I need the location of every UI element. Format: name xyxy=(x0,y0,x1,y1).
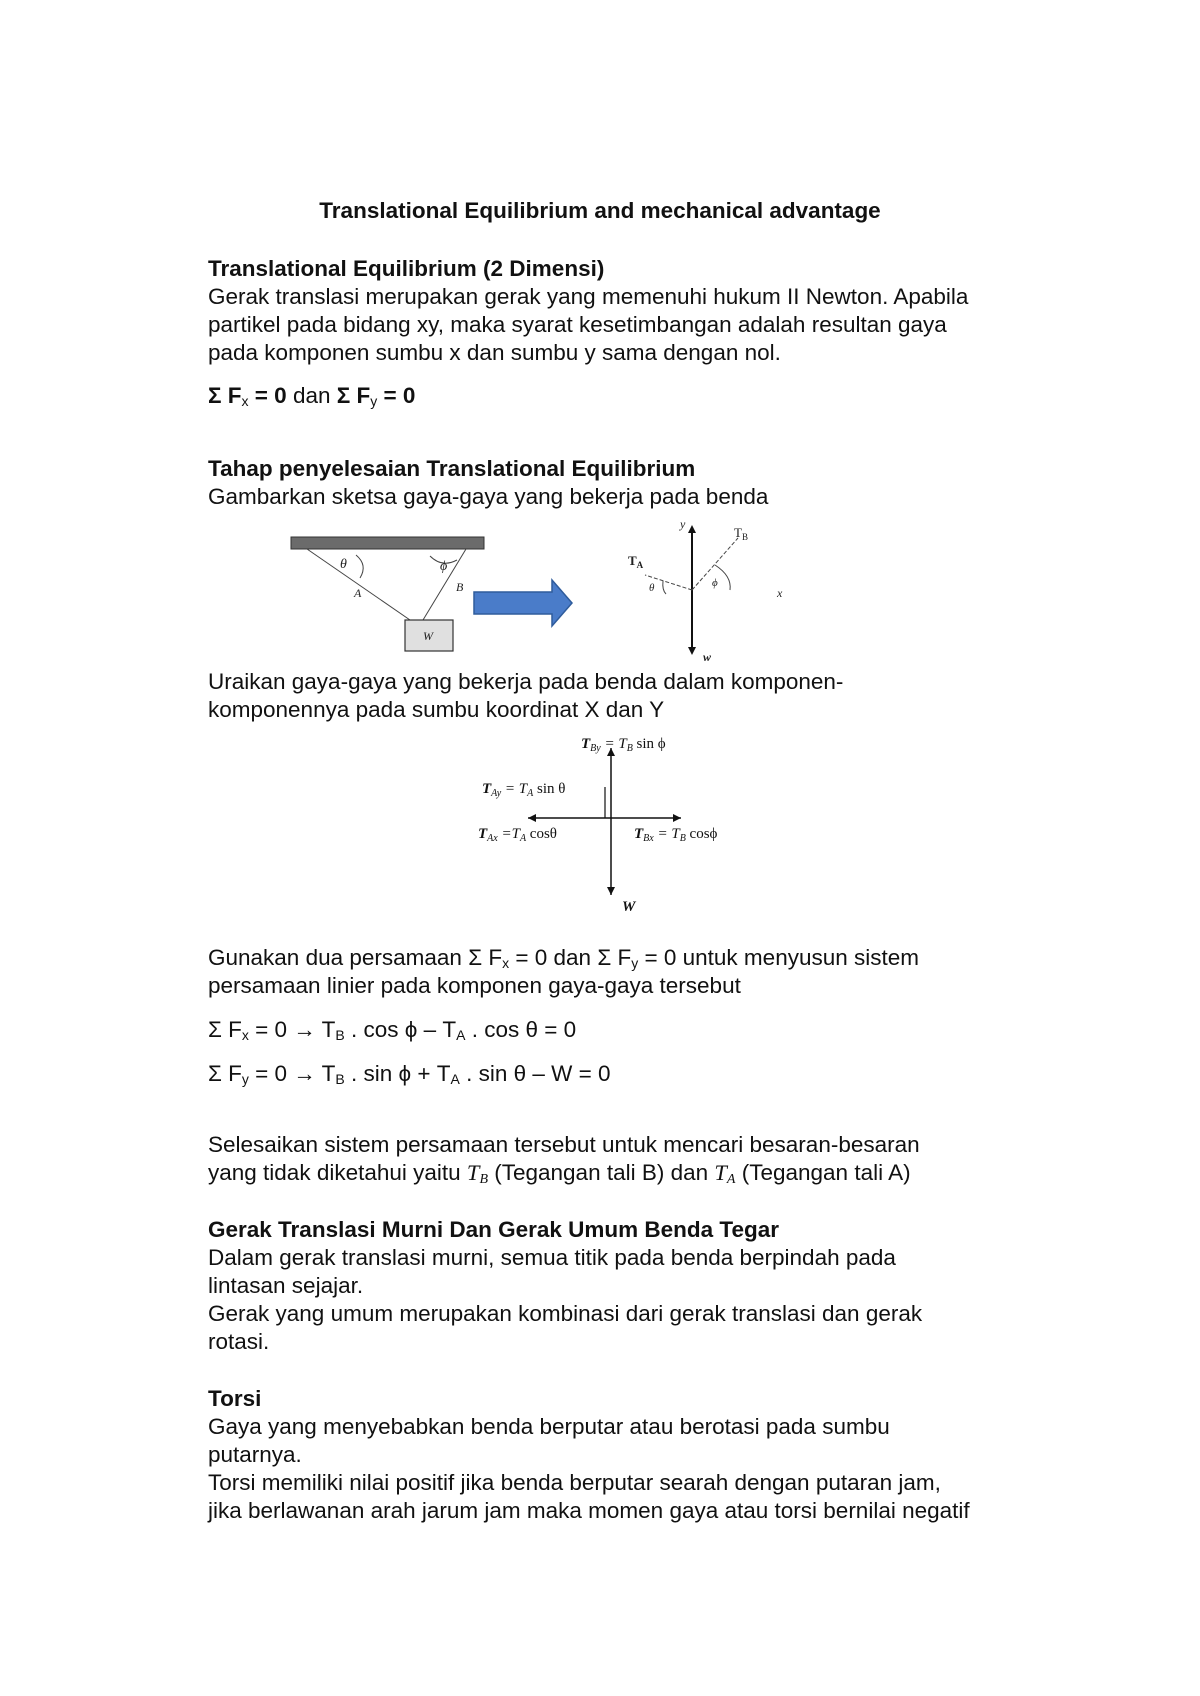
force-symbol: F xyxy=(227,383,242,408)
paragraph-line: jika berlawanan arah jarum jam maka momen gaya atau torsi bernilai negatif xyxy=(208,1498,970,1523)
paragraph-line: Gaya yang menyebabkan benda berputar atau berotasi pada sumbu xyxy=(208,1414,890,1439)
paragraph-line: yang tidak diketahui yaitu $T_B$ (Tegangan tali B) dan $T_A$ (Tegangan tali A) xyxy=(208,1160,911,1187)
paragraph-line: lintasan sejajar. xyxy=(208,1273,364,1298)
right-arrowhead-icon xyxy=(673,814,681,822)
tension-b-label: $T_B$ xyxy=(734,525,748,542)
rope-b-label: B xyxy=(456,580,464,594)
equals-zero: = 0 xyxy=(248,383,287,408)
equation-sum-fy: Σ $F_y = 0 \to T_B$ . $\sin \phi + T_A$ . sin θ – W = 0 xyxy=(208,1061,611,1087)
paragraph-line: Selesaikan sistem persamaan tersebut untuk mencari besaran-besaran xyxy=(208,1132,920,1157)
x-axis-label: x xyxy=(777,586,783,600)
force-symbol: F xyxy=(356,383,371,408)
weight-label: W xyxy=(423,629,433,643)
theta-angle-label: θ xyxy=(649,582,655,594)
paragraph-line: persamaan linier pada komponen gaya-gaya tersebut xyxy=(208,973,741,998)
section-heading-translational: Translational Equilibrium (2 Dimensi) xyxy=(208,256,605,281)
theta-label: θ xyxy=(340,557,347,572)
y-axis-label: y xyxy=(680,517,686,531)
section-heading-gerak: Gerak Translasi Murni Dan Gerak Umum Benda Tegar xyxy=(208,1217,780,1242)
equation-sum-fx: Σ $F_x = 0 \to T_B$ . cos ϕ – $T_A$ . cos θ = 0 xyxy=(208,1017,577,1043)
paragraph-line: putarnya. xyxy=(208,1442,302,1467)
document-title: Translational Equilibrium and mechanical advantage xyxy=(319,198,881,223)
sigma-symbol: Σ xyxy=(336,383,351,408)
sigma-symbol: Σ xyxy=(208,383,222,408)
subscript-x: x xyxy=(241,393,249,409)
section-heading-torsi: Torsi xyxy=(208,1386,262,1411)
paragraph-line: Uraikan gaya-gaya yang bekerja pada benda dalam komponen- xyxy=(208,669,844,694)
paragraph-line: pada komponen sumbu x dan sumbu y sama dengan nol. xyxy=(208,340,781,365)
equals-zero: = 0 xyxy=(377,383,416,408)
paragraph-line: komponennya pada sumbu koordinat X dan Y xyxy=(208,697,665,722)
phi-label: ϕ xyxy=(440,559,448,574)
left-arrowhead-icon xyxy=(528,814,536,822)
subscript-y: y xyxy=(370,393,378,409)
tay-label: $T_{Ay} = T_A$ sin θ xyxy=(482,781,566,799)
paragraph-line: Gerak yang umum merupakan kombinasi dari gerak translasi dan gerak xyxy=(208,1301,923,1326)
paragraph-line: Gambarkan sketsa gaya-gaya yang bekerja pada benda xyxy=(208,484,769,509)
tby-label: $T_{By} = T_B$ sin ϕ xyxy=(581,736,666,754)
conjunction: dan xyxy=(286,383,337,408)
tension-a-label: $T_A$ xyxy=(628,553,644,570)
weight-force-label: w xyxy=(703,650,712,664)
paragraph-line: Gerak translasi merupakan gerak yang memenuhi hukum II Newton. Apabila xyxy=(208,284,969,309)
tax-label: $T_{Ax} =T_A$ cosθ xyxy=(478,826,557,844)
rope-a-label: A xyxy=(354,586,362,600)
phi-angle-label: ϕ xyxy=(712,577,718,589)
paragraph-line: partikel pada bidang xy, maka syarat kesetimbangan adalah resultan gaya xyxy=(208,312,947,337)
paragraph-line: Dalam gerak translasi murni, semua titik pada benda berpindah pada xyxy=(208,1245,896,1270)
w-label: W xyxy=(622,899,636,915)
section-heading-tahap: Tahap penyelesaian Translational Equilibrium xyxy=(208,456,696,481)
paragraph-line: rotasi. xyxy=(208,1329,270,1354)
tbx-label: $T_{Bx} = T_B$ cosϕ xyxy=(634,826,718,844)
paragraph-line: Gunakan dua persamaan Σ $F_x = 0$ dan Σ $F_y = 0$ untuk menyusun sistem xyxy=(208,945,920,971)
down-arrowhead-icon xyxy=(607,887,615,895)
paragraph-line: Torsi memiliki nilai positif jika benda berputar searah dengan putaran jam, xyxy=(208,1470,941,1495)
